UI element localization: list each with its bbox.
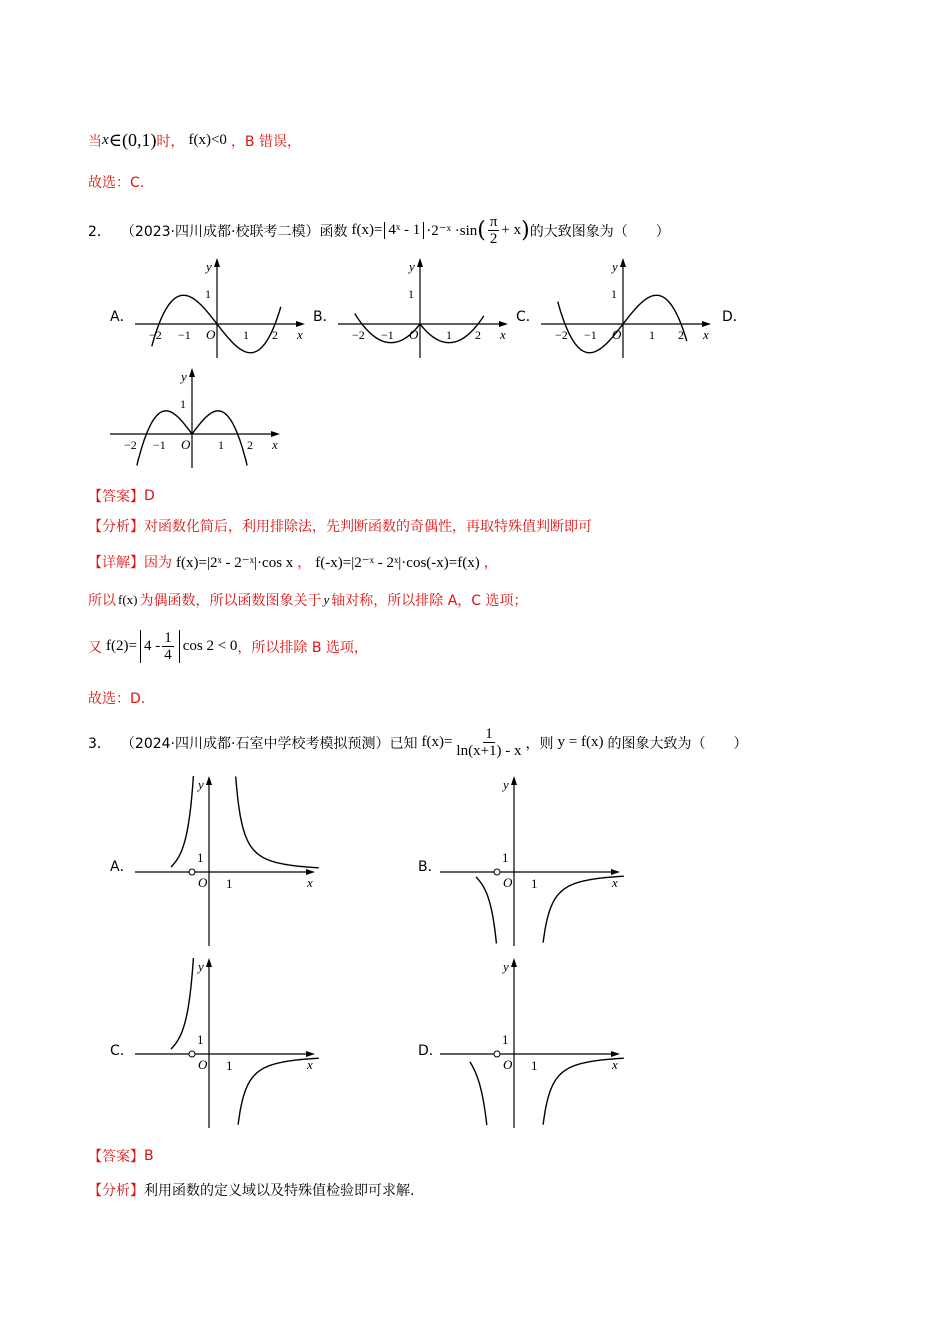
- tick-label-neg2: −2: [124, 438, 137, 452]
- math-expr: f(x)=: [421, 734, 453, 750]
- origin-label: O: [181, 437, 191, 452]
- math-expr: ·2⁻ˣ ·sin: [426, 223, 478, 239]
- y-axis-label: y: [181, 369, 187, 384]
- x-axis-label: x: [612, 875, 618, 890]
- q2-stem: [88, 214, 670, 247]
- q2-option-d: D．: [722, 309, 747, 325]
- tick-label-1: 1: [446, 328, 452, 342]
- y-axis-label: y: [206, 259, 212, 274]
- fraction: $\frac{1}{4}$: [164, 630, 172, 663]
- answer-value: D: [144, 488, 155, 504]
- q2-graph-d: [110, 368, 280, 468]
- text: 时，: [156, 133, 185, 150]
- text: 的图象大致为（ ）: [607, 735, 748, 752]
- origin-label: O: [198, 1057, 208, 1072]
- math-expr: f(x)=|2ˣ - 2⁻ˣ|·cos x: [176, 554, 294, 571]
- fraction: $\frac{1}{\ln(x+1) - x}$: [456, 726, 522, 759]
- q2-option-c: C．: [516, 309, 540, 325]
- math-expr: + x: [501, 222, 522, 238]
- math-abs: 4ˣ - 1: [384, 222, 424, 239]
- prev-solution-line: [88, 130, 301, 151]
- q2-also: [88, 630, 368, 663]
- q2-option-b: B．: [313, 309, 337, 325]
- q3-graph-a: [135, 776, 315, 946]
- x-axis-label: x: [703, 327, 709, 342]
- text: 的大致图象为（ ）: [529, 223, 670, 240]
- x-axis-label: x: [500, 327, 506, 342]
- math-var: x: [102, 132, 109, 148]
- text: 因为: [144, 555, 172, 571]
- tick-label-2: 2: [272, 328, 278, 342]
- text: ，则: [525, 735, 554, 752]
- function-curve-left: [171, 958, 193, 1049]
- tick-label-neg2: −2: [555, 328, 568, 342]
- tick-label-y1: 1: [205, 287, 211, 301]
- y-axis-arrow: [189, 368, 195, 377]
- origin-label: O: [206, 327, 216, 342]
- math-expr: 4 -: [143, 638, 161, 654]
- x-axis-label: x: [612, 1057, 618, 1072]
- text: 当: [88, 133, 102, 150]
- detail-label: 【详解】: [88, 555, 144, 571]
- y-axis-label: y: [198, 959, 204, 974]
- q2-graph-c: [541, 258, 711, 358]
- q2-detail: [88, 552, 498, 572]
- q2-option-a: A．: [110, 309, 134, 325]
- math-expr: f(x): [118, 592, 138, 607]
- tick-label-y1: 1: [408, 287, 414, 301]
- analysis-text: 利用函数的定义域以及特殊值检验即可求解.: [144, 1183, 415, 1199]
- tick-label-neg1: −1: [178, 328, 191, 342]
- math-interval: ∈(0,1): [108, 130, 157, 150]
- tick-label-y1: 1: [180, 397, 186, 411]
- q2-graph-a: [135, 258, 305, 358]
- question-number: 2．: [88, 223, 111, 240]
- text: 已知: [389, 735, 418, 752]
- y-axis-arrow: [206, 958, 212, 967]
- tick-label-y1: 1: [197, 1032, 204, 1047]
- question-number: 3．: [88, 735, 111, 752]
- y-axis-arrow: [214, 258, 220, 267]
- x-axis-label: x: [272, 437, 278, 452]
- text: 函数: [319, 223, 348, 240]
- x-axis-label: x: [297, 327, 303, 342]
- q3-option-c: C．: [110, 1043, 134, 1059]
- q3-analysis: [88, 1180, 414, 1200]
- q3-option-a: A．: [110, 859, 134, 875]
- y-axis-arrow: [620, 258, 626, 267]
- tick-label-1: 1: [218, 438, 224, 452]
- origin-label: O: [503, 875, 513, 890]
- question-source: （2023·四川成都·校联考二模）: [120, 223, 320, 240]
- text: 所以: [88, 593, 116, 609]
- tick-label-neg1: −1: [584, 328, 597, 342]
- tick-label-y1: 1: [502, 1032, 509, 1047]
- math-expr: f(x)<0: [188, 132, 227, 148]
- q3-graph-d: [440, 958, 620, 1128]
- hole-point: [494, 1051, 500, 1057]
- paren: (: [477, 218, 486, 243]
- q3-option-b: B．: [418, 859, 442, 875]
- q3-option-d: D．: [418, 1043, 443, 1059]
- tick-label-2: 2: [247, 438, 253, 452]
- tick-label-y1: 1: [502, 850, 509, 865]
- tick-label-neg1: −1: [381, 328, 394, 342]
- function-curve-right: [236, 777, 319, 868]
- function-curve: [355, 314, 484, 343]
- y-axis-arrow: [511, 958, 517, 967]
- origin-label: O: [409, 327, 419, 342]
- function-curve-left: [476, 877, 496, 944]
- text: ，: [297, 555, 312, 571]
- x-axis-label: x: [307, 1057, 313, 1072]
- question-source: （2024·四川成都·石室中学校考模拟预测）: [120, 735, 390, 752]
- q2-analysis: [88, 516, 592, 536]
- answer-label: 【答案】: [88, 489, 144, 505]
- y-axis-arrow: [511, 776, 517, 785]
- function-curve-left: [171, 776, 193, 867]
- origin-label: O: [198, 875, 208, 890]
- text: 又: [88, 639, 102, 656]
- text: 轴对称，所以排除 A，C 选项；: [331, 593, 528, 609]
- tick-label-1: 1: [226, 1058, 233, 1073]
- hole-point: [189, 869, 195, 875]
- tick-label-y1: 1: [611, 287, 617, 301]
- tick-label-1: 1: [531, 1058, 538, 1073]
- y-axis-label: y: [503, 777, 509, 792]
- q2-so: [88, 590, 528, 610]
- math-expr: f(2)=: [106, 638, 137, 654]
- q3-stem: [88, 726, 747, 759]
- text: ，所以排除 B 选项，: [237, 639, 368, 656]
- q3-graph-c: [135, 958, 315, 1128]
- tick-label-1: 1: [531, 876, 538, 891]
- origin-label: O: [503, 1057, 513, 1072]
- q3-answer: [88, 1146, 154, 1166]
- analysis-label: 【分析】: [88, 519, 144, 535]
- y-axis-label: y: [409, 259, 415, 274]
- x-axis-label: x: [307, 875, 313, 890]
- answer-label: 【答案】: [88, 1149, 144, 1165]
- tick-label-neg2: −2: [149, 328, 162, 342]
- text: ，: [483, 555, 498, 571]
- y-axis-label: y: [612, 259, 618, 274]
- y-axis-label: y: [503, 959, 509, 974]
- math-abs: [140, 630, 180, 663]
- tick-label-2: 2: [475, 328, 481, 342]
- q2-answer: [88, 486, 155, 506]
- math-expr: f(x)=: [351, 222, 383, 238]
- analysis-text: 对函数化简后，利用排除法，先判断函数的奇偶性，再取特殊值判断即可: [144, 519, 592, 535]
- tick-label-2: 2: [678, 328, 684, 342]
- analysis-label: 【分析】: [88, 1183, 144, 1199]
- tick-label-neg1: −1: [153, 438, 166, 452]
- math-expr: f(-x)=|2⁻ˣ - 2ˣ|·cos(-x)=f(x): [315, 554, 480, 571]
- tick-label-neg2: −2: [352, 328, 365, 342]
- paren: ): [521, 218, 530, 243]
- hole-point: [189, 1051, 195, 1057]
- tick-label-1: 1: [226, 876, 233, 891]
- answer-value: B: [144, 1148, 154, 1164]
- math-expr: cos 2 < 0: [182, 638, 238, 654]
- tick-label-y1: 1: [197, 850, 204, 865]
- y-axis-label: y: [198, 777, 204, 792]
- text: ，B 错误，: [230, 133, 301, 150]
- origin-label: O: [612, 327, 622, 342]
- hole-point: [494, 869, 500, 875]
- q2-choose: 故选：D.: [88, 691, 146, 707]
- function-curve-left: [470, 1062, 487, 1125]
- y-axis-arrow: [206, 776, 212, 785]
- tick-label-1: 1: [243, 328, 249, 342]
- prev-choose: 故选：C.: [88, 175, 145, 191]
- text: 为偶函数，所以函数图象关于: [139, 593, 322, 609]
- tick-label-1: 1: [649, 328, 655, 342]
- math-var: y: [323, 592, 330, 607]
- math-expr: y = f(x): [557, 734, 604, 750]
- q3-graph-b: [440, 776, 620, 946]
- y-axis-arrow: [417, 258, 423, 267]
- q2-graph-b: [338, 258, 508, 358]
- fraction: $\frac{\pi}{2}$: [489, 214, 498, 247]
